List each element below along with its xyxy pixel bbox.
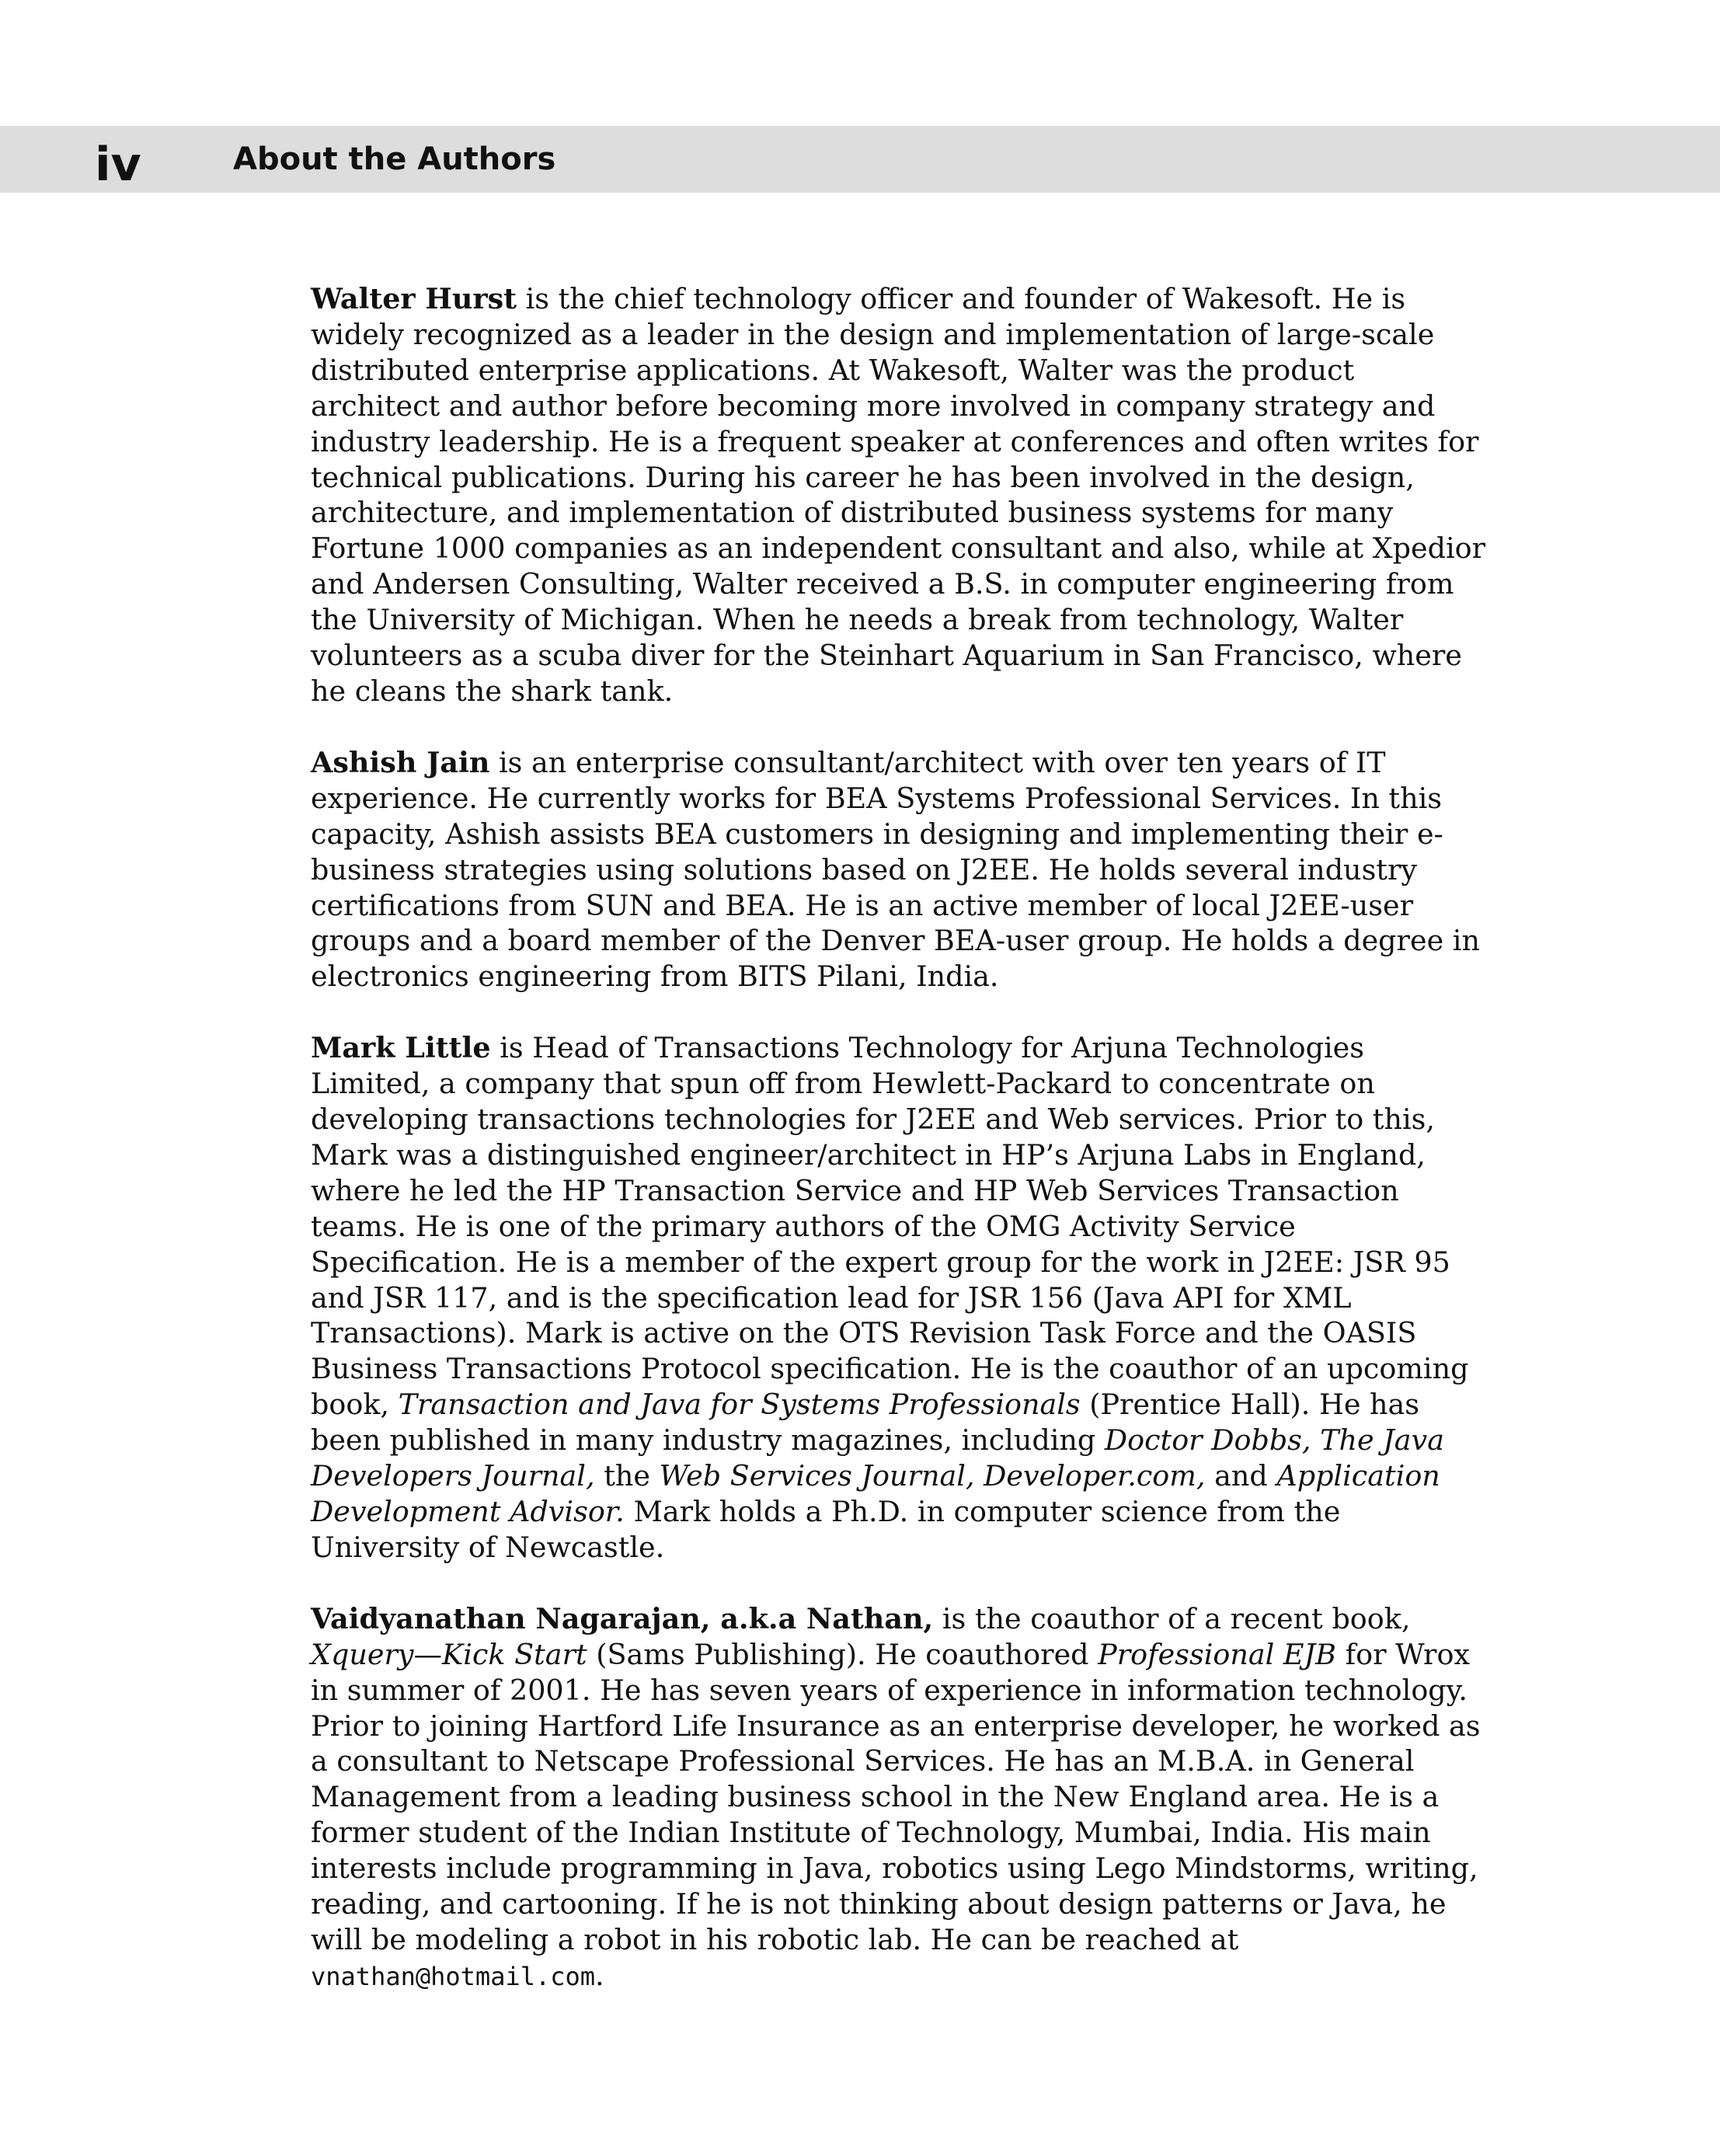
- email-address: vnathan@hotmail.com: [311, 1961, 596, 1991]
- publication-names: Doctor Dobbs, The Java Developers Journal,: [311, 1423, 1444, 1493]
- bio-text: the: [594, 1459, 660, 1493]
- book-title: Transaction and Java for Systems Professionals: [398, 1388, 1081, 1422]
- author-name: Vaidyanathan Nagarajan, a.k.a Nathan,: [311, 1601, 934, 1635]
- author-name: Ashish Jain: [311, 745, 490, 779]
- bio-text: .: [595, 1958, 604, 1992]
- bio-text: (Prentice Hall). He has been published in many industry magazines, including: [311, 1388, 1420, 1458]
- bio-text: for Wrox in summer of 2001. He has seven years of experience in information technology. Prior to joining Hartford Life Insurance as an enterprise developer, he worked as a consultant to Netscape Professional Services. He has an M.B.A. in General Management from a leading business school in the New England area. He is a former student of the Indian Institute of Technology, Mumbai, India. His main interests include programming in Java, robotics using Lego Mindstorms, writing, reading, and cartooning. If he is not thinking about design patterns or Java, he will be modeling a robot in his robotic lab. He can be reached at: [311, 1637, 1481, 1956]
- bio-text: is the coauthor of a recent book,: [933, 1601, 1411, 1635]
- author-name: Mark Little: [311, 1031, 491, 1065]
- bio-text: is Head of Transactions Technology for Arjuna Technologies Limited, a company that spun off from Hewlett-Packard to concentrate on developing transactions technologies for J2EE and Web services. Prior to this, Mark was a distinguished engineer/architect in HP’s Arjuna Labs in England, where he led the HP Transaction Service and HP Web Services Transaction teams. He is one of the primary authors of the OMG Activity Service Specification. He is a member of the expert group for the work in J2EE: JSR 95 and JSR 117, and is the specification lead for JSR 156 (Java API for XML Transactions). Mark is active on the OTS Revision Task Force and the OASIS Business Transactions Protocol specification. He is the coauthor of an upcoming book,: [311, 1031, 1469, 1422]
- bio-text: and: [1205, 1459, 1277, 1493]
- authors-section: [311, 281, 1492, 2031]
- bio-text: Mark holds a Ph.D. in computer science from the University of Newcastle.: [311, 1495, 1341, 1564]
- book-title: Xquery—Kick Start: [311, 1637, 587, 1671]
- page-title: About the Authors: [233, 141, 556, 177]
- bio-text: is an enterprise consultant/architect with over ten years of IT experience. He currently works for BEA Systems Professional Services. In this capacity, Ashish assists BEA customers in designing and implementing their e-business strategies using solutions based on J2EE. He holds several industry certifications from SUN and BEA. He is an active member of local J2EE-user groups and a board member of the Denver BEA-user group. He holds a degree in electronics engineering from BITS Pilani, India.: [311, 745, 1480, 994]
- author-name: Walter Hurst: [311, 282, 517, 315]
- author-bio-walter-hurst: [311, 281, 1492, 709]
- author-bio-ashish-jain: [311, 745, 1492, 994]
- author-bio-vaidyanathan-nagarajan: [311, 1601, 1492, 1995]
- author-bio-mark-little: [311, 1030, 1492, 1566]
- publication-names: Web Services Journal, Developer.com,: [659, 1459, 1206, 1493]
- page-number: iv: [95, 138, 141, 192]
- publication-names: Application Development Advisor.: [311, 1459, 1440, 1528]
- running-header: [0, 126, 1720, 193]
- bio-text: is the chief technology officer and founder of Wakesoft. He is widely recognized as a leader in the design and implementation of large-scale distributed enterprise applications. At Wakesoft, Walter was the product architect and author before becoming more involved in company strategy and industry leadership. He is a frequent speaker at conferences and often writes for technical publications. During his career he has been involved in the design, architecture, and implementation of distributed business systems for many Fortune 1000 companies as an independent consultant and also, while at Xpedior and Andersen Consulting, Walter received a B.S. in computer engineering from the University of Michigan. When he needs a break from technology, Walter volunteers as a scuba diver for the Steinhart Aquarium in San Francisco, where he cleans the shark tank.: [311, 282, 1486, 708]
- book-title: Professional EJB: [1098, 1637, 1336, 1671]
- bio-text: (Sams Publishing). He coauthored: [587, 1637, 1099, 1671]
